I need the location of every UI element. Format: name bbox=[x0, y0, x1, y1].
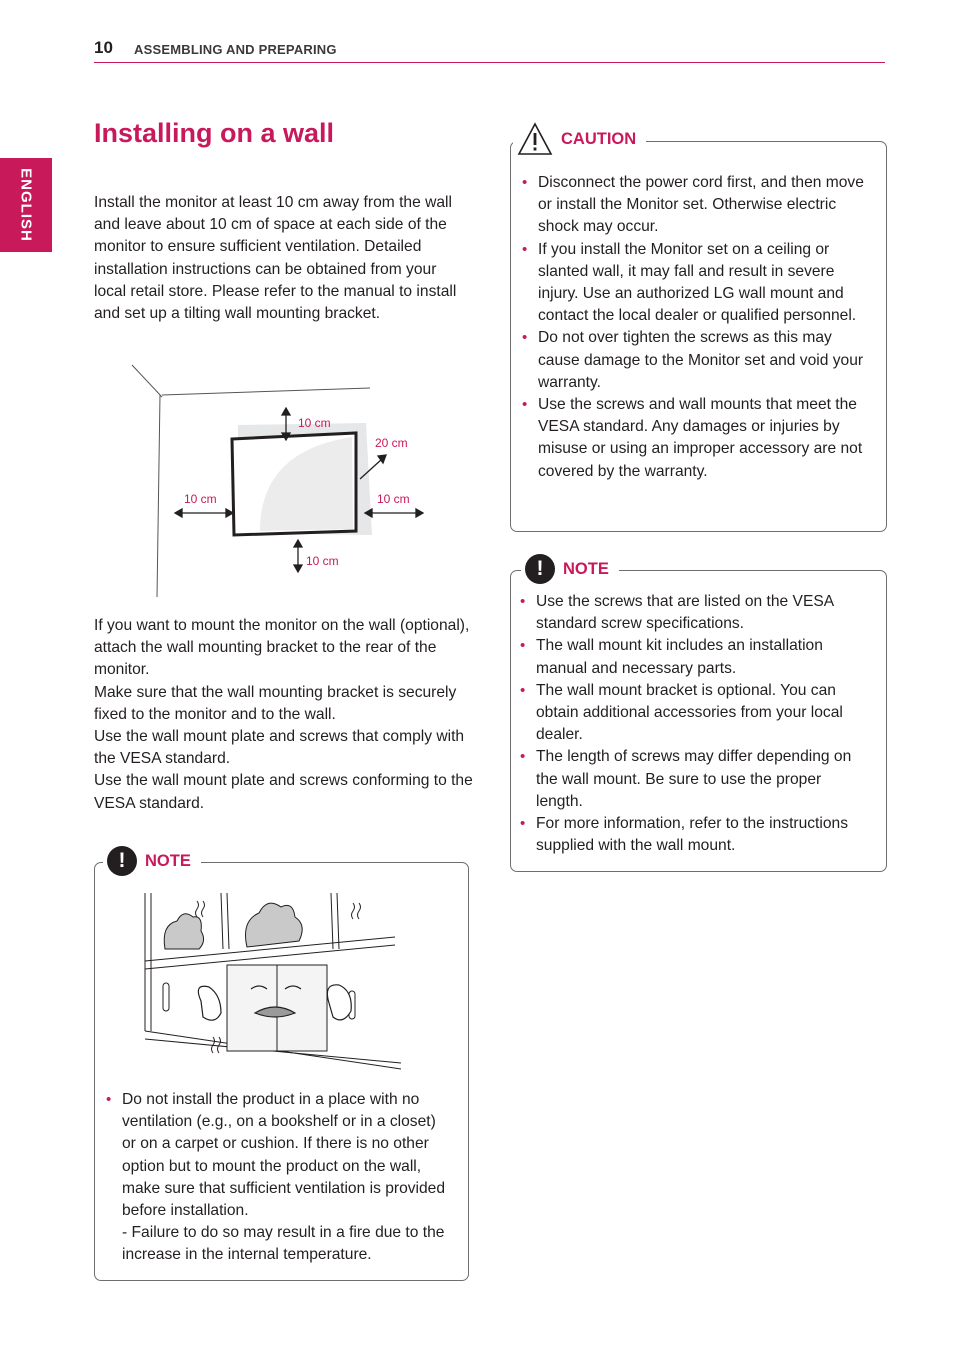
shelf-divider bbox=[221, 893, 223, 949]
caution-item: • Disconnect the power cord first, and then move or install the Monitor set. Otherwise electric shock may occur. bbox=[521, 172, 869, 239]
intro-text: Install the monitor at least 10 cm away from the wall and leave about 10 cm of space at each side of the monitor to ensure sufficient ventilation. Detailed installation instructions can be obtained from your local retail store. Please refer to the manual to install and set up a tilting wall mounting bracket. bbox=[94, 194, 457, 323]
caution-title: CAUTION bbox=[561, 129, 637, 148]
label-right: 10 cm bbox=[377, 492, 410, 506]
note-left-item bbox=[105, 1089, 451, 1267]
label-left: 10 cm bbox=[184, 492, 217, 506]
caution-item: • Do not over tighten the screws as this may cause damage to the Monitor set and void your warranty. bbox=[521, 327, 869, 394]
heat-wave bbox=[218, 1037, 221, 1053]
note-left-sub-text: - Failure to do so may result in a fire due to the increase in the internal temperature. bbox=[122, 1224, 445, 1264]
arrow-bottom-head-down bbox=[294, 565, 302, 572]
door-handle bbox=[163, 983, 169, 1011]
wall-left-line bbox=[157, 395, 160, 597]
hand-left bbox=[198, 986, 221, 1020]
shelf-divider bbox=[227, 893, 229, 949]
note-right-list bbox=[519, 591, 871, 857]
mount-paragraph: Use the wall mount plate and screws conforming to the VESA standard. bbox=[94, 772, 473, 812]
page-header bbox=[94, 38, 885, 63]
mount-paragraph: Use the wall mount plate and screws that comply with the VESA standard. bbox=[94, 728, 465, 768]
mount-paragraph: Make sure that the wall mounting bracket is securely fixed to the monitor and to the wall. bbox=[94, 683, 457, 723]
mount-paragraph: If you want to mount the monitor on the wall (optional), attach the wall mounting bracket to the rear of the monitor. bbox=[94, 617, 470, 679]
caution-item: • If you install the Monitor set on a ceiling or slanted wall, it may fall and result in severe injury. Use an authorized LG wall mount and contact the local dealer or qualified personnel. bbox=[521, 239, 869, 328]
arrow-top-head-up bbox=[282, 408, 290, 415]
arrow-right-head-r bbox=[416, 509, 423, 517]
language-label: ENGLISH bbox=[17, 168, 35, 242]
language-tab bbox=[0, 158, 52, 252]
note-right-item: • The wall mount bracket is optional. You can obtain additional accessories from your local dealer. bbox=[519, 680, 871, 747]
note-box-header bbox=[521, 554, 619, 584]
note-title: NOTE bbox=[145, 851, 191, 870]
heat-wave bbox=[202, 901, 205, 917]
hand-right bbox=[327, 985, 351, 1020]
section-name: ASSEMBLING AND PREPARING bbox=[134, 42, 337, 57]
note-right-item: • The length of screws may differ depending on the wall mount. Be sure to use the proper length. bbox=[519, 746, 871, 813]
note-right-item: • For more information, refer to the instructions supplied with the wall mount. bbox=[519, 813, 871, 857]
wall-clearance-diagram bbox=[120, 355, 440, 605]
exclamation-icon: ! bbox=[107, 846, 137, 876]
heat-wave bbox=[196, 901, 199, 917]
page-number: 10 bbox=[94, 38, 113, 57]
arrow-left-head-l bbox=[175, 509, 182, 517]
note-left-list bbox=[105, 1089, 451, 1267]
heat-wave bbox=[352, 903, 355, 919]
arrow-bottom-head-up bbox=[294, 540, 302, 547]
caution-item: • Use the screws and wall mounts that meet the VESA standard. Any damages or injuries by misuse or using an improper accessory are not covered by the warranty. bbox=[521, 394, 869, 483]
wall-corner-line bbox=[132, 365, 162, 397]
note-box-screws bbox=[510, 557, 887, 872]
shelf-divider bbox=[331, 893, 333, 949]
note-box-header bbox=[103, 846, 201, 876]
note-title: NOTE bbox=[563, 559, 609, 578]
heat-wave bbox=[358, 903, 361, 919]
shelf-divider bbox=[337, 893, 339, 949]
wall-top-line bbox=[162, 388, 370, 395]
arrow-left-head-r bbox=[226, 509, 233, 517]
label-bottom: 10 cm bbox=[306, 554, 339, 568]
intro-paragraph bbox=[94, 192, 470, 325]
bookshelf-illustration bbox=[143, 891, 405, 1071]
heat-cloud bbox=[164, 914, 203, 949]
caution-list bbox=[521, 172, 869, 483]
caution-box bbox=[510, 129, 887, 532]
warning-triangle-icon bbox=[517, 122, 553, 156]
exclamation-icon: ! bbox=[525, 554, 555, 584]
note-right-item: • The wall mount kit includes an installation manual and necessary parts. bbox=[519, 635, 871, 679]
mount-paragraphs bbox=[94, 615, 474, 815]
note-right-item: • Use the screws that are listed on the VESA standard screw specifications. bbox=[519, 591, 871, 635]
heat-cloud bbox=[246, 903, 303, 947]
label-top: 10 cm bbox=[298, 416, 331, 430]
note-box-ventilation bbox=[94, 849, 469, 1281]
note-left-bullet-text: Do not install the product in a place with no ventilation (e.g., on a bookshelf or in a closet) or on a carpet or cushion. If there is no other option but to mount the product on the wall, make sure that sufficient ventilation is provided before installation. bbox=[122, 1091, 446, 1220]
page-title: Installing on a wall bbox=[94, 118, 335, 148]
label-top-right: 20 cm bbox=[375, 436, 408, 450]
caution-box-header bbox=[513, 122, 646, 156]
